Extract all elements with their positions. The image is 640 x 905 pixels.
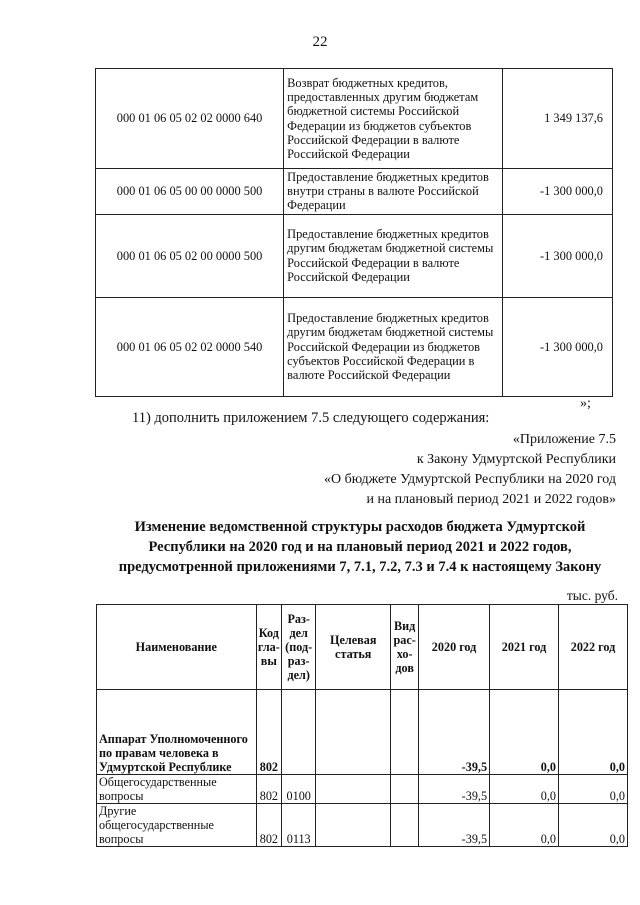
appendix-line: «О бюджете Удмуртской Республики на 2020 год [323, 472, 616, 487]
header-chapter-code: Код гла- вы [256, 605, 282, 690]
amount-cell: -1 300 000,0 [502, 297, 612, 396]
amount-cell: 1 349 137,6 [502, 69, 612, 169]
table-row [97, 690, 628, 775]
budget-code-cell: 000 01 06 05 02 00 0000 500 [96, 214, 284, 297]
table-row [96, 169, 613, 215]
value-2022-cell: 0,0 [559, 690, 628, 775]
amount-cell: -1 300 000,0 [502, 214, 612, 297]
description-cell: Возврат бюджетных кредитов, предоставленных другим бюджетам бюджетной системы Российской Федерации из бюджетов субъектов Российской Федерации в валюте Российской Федерации [284, 69, 503, 169]
page-number: 22 [312, 34, 328, 50]
document-title [100, 517, 620, 577]
section-cell: 0113 [282, 804, 316, 847]
target-cell [316, 775, 391, 804]
chapter-cell: 802 [256, 804, 282, 847]
value-2021-cell: 0,0 [490, 690, 559, 775]
description-cell: Предоставление бюджетных кредитов другим бюджетам бюджетной системы Российской Федерации из бюджетов субъектов Российской Федерации в валюте Российской Федерации [284, 297, 503, 396]
description-cell: Предоставление бюджетных кредитов другим бюджетам бюджетной системы Российской Федерации в валюте Российской Федерации [284, 214, 503, 297]
table-row [96, 297, 613, 396]
amendment-item-text: 11) дополнить приложением 7.5 следующего содержания: [132, 410, 490, 426]
table-row [97, 775, 628, 804]
budget-credits-table [95, 68, 613, 397]
value-2021-cell: 0,0 [490, 804, 559, 847]
chapter-cell: 802 [256, 775, 282, 804]
value-2022-cell: 0,0 [559, 775, 628, 804]
value-2020-cell: -39,5 [419, 690, 490, 775]
appendix-header [324, 430, 616, 510]
header-target-item: Целевая статья [316, 605, 391, 690]
appendix-line: «Приложение 7.5 [512, 432, 616, 447]
header-section: Раз- дел (под- раз- дел) [282, 605, 316, 690]
budget-code-cell: 000 01 06 05 00 00 0000 500 [96, 169, 284, 215]
header-2022: 2022 год [559, 605, 628, 690]
expense-type-cell [391, 775, 419, 804]
header-2020: 2020 год [419, 605, 490, 690]
table-header-row [97, 605, 628, 690]
closing-quote: »; [580, 396, 591, 411]
appendix-line: и на плановый период 2021 и 2022 годов» [366, 492, 616, 507]
table-row [97, 804, 628, 847]
title-line: Изменение ведомственной структуры расходов бюджета Удмуртской [134, 519, 586, 535]
value-2022-cell: 0,0 [559, 804, 628, 847]
units-label: тыс. руб. [566, 588, 618, 603]
amount-cell: -1 300 000,0 [502, 169, 612, 215]
budget-code-cell: 000 01 06 05 02 02 0000 540 [96, 297, 284, 396]
value-2021-cell: 0,0 [490, 775, 559, 804]
header-name: Наименование [97, 605, 257, 690]
description-cell: Предоставление бюджетных кредитов внутри страны в валюте Российской Федерации [284, 169, 503, 215]
chapter-cell: 802 [256, 690, 282, 775]
target-cell [316, 804, 391, 847]
value-2020-cell: -39,5 [419, 804, 490, 847]
target-cell [316, 690, 391, 775]
expense-type-cell [391, 690, 419, 775]
value-2020-cell: -39,5 [419, 775, 490, 804]
title-line: предусмотренной приложениями 7, 7.1, 7.2, 7.3 и 7.4 к настоящему Закону [118, 559, 602, 575]
name-cell: Другие общегосударственные вопросы [97, 804, 257, 847]
table-row [96, 214, 613, 297]
expense-type-cell [391, 804, 419, 847]
section-cell [282, 690, 316, 775]
table-row [96, 69, 613, 169]
header-2021: 2021 год [490, 605, 559, 690]
name-cell: Общегосударственные вопросы [97, 775, 257, 804]
budget-code-cell: 000 01 06 05 02 02 0000 640 [96, 69, 284, 169]
expenditure-structure-table [96, 604, 628, 847]
appendix-line: к Закону Удмуртской Республики [416, 452, 616, 467]
header-expense-type: Вид рас- хо- дов [391, 605, 419, 690]
name-cell: Аппарат Уполномоченного по правам человека в Удмуртской Республике [97, 690, 257, 775]
title-line: Республики на 2020 год и на плановый период 2021 и 2022 годов, [148, 539, 572, 555]
section-cell: 0100 [282, 775, 316, 804]
